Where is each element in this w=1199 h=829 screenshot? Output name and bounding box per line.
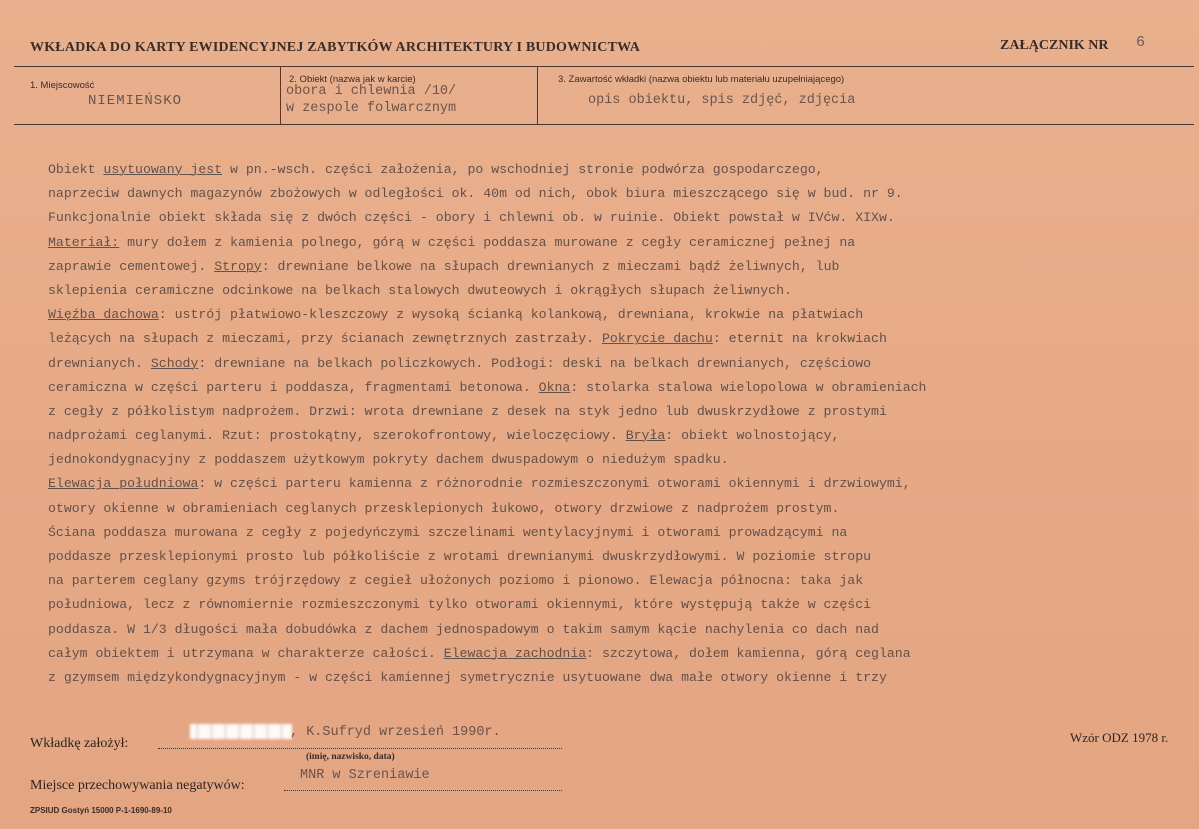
section-heading: Więźba dachowa (48, 307, 159, 323)
section-heading: Bryła (625, 428, 666, 444)
header-divider-1 (280, 66, 281, 124)
body-line (48, 158, 1188, 182)
section-heading: Elewacja zachodnia (443, 645, 587, 661)
body-text-segment: drewnianych. (48, 355, 151, 371)
body-text-segment: leżących na słupach z mieczami, przy ścianach zewnętrznych zastrzały. (48, 331, 602, 347)
author-hint: (imię, nazwisko, data) (306, 752, 395, 762)
header-divider-2 (537, 66, 538, 124)
body-text-segment: na parterem ceglany gzyms trójrzędowy z cegieł ułożonych poziomo i pionowo. Elewacja północna: taka jak (48, 573, 864, 589)
section-heading: Pokrycie dachu (601, 331, 713, 347)
body-text-segment: nadprożami ceglanymi. Rzut: prostokątny, szerokofrontowy, wieloczęciowy. (48, 428, 626, 444)
body-text-segment: : drewniane na belkach policzkowych. Podłogi: deski na belkach drewnianych, częściowo (198, 355, 872, 371)
body-text-segment: : eternit na krokwiach (712, 331, 887, 347)
body-text-segment: : ustrój płatwiowo-kleszczowy z wysoką ścianką kolankową, drewniana, krokwie na płatwiach (158, 307, 864, 323)
body-line (48, 545, 1188, 569)
body-text-segment: zaprawie cementowej. (48, 258, 215, 274)
body-line (48, 472, 1188, 496)
body-text-segment: sklepienia ceramiczne odcinkowe na belkach stalowych dwuteowych i okrągłych słupach żeliwnych. (48, 282, 792, 298)
object-label: 2. Obiekt (nazwa jak w karcie) (289, 74, 416, 85)
attachment-label: ZAŁĄCZNIK NR (1000, 38, 1109, 53)
body-line (48, 352, 1188, 376)
negatives-dotted-line (284, 790, 562, 791)
body-line (48, 666, 1188, 690)
body-line (48, 279, 1188, 303)
header-top-rule (14, 66, 1194, 67)
body-line (48, 400, 1188, 424)
body-text-segment: z cegły z półkolistym nadprożem. Drzwi: wrota drewniane z desek na styk jedno lub dwuskrzydłowe z prostymi (48, 403, 887, 419)
body-text-segment: z gzymsem międzykondygnacyjnym - w części kamiennej symetrycznie usytuowane dwa małe otwory okienne i trzy (48, 669, 887, 685)
form-title: WKŁADKA DO KARTY EWIDENCYJNEJ ZABYTKÓW ARCHITEKTURY I BUDOWNICTWA (30, 40, 641, 55)
body-line (48, 642, 1188, 666)
body-line (48, 521, 1188, 545)
object-value-line-1: obora i chlewnia /10/ (286, 84, 457, 99)
body-text-segment: Ściana poddasza murowana z cegły z pojedyńczymi szczelinami wentylacyjnymi i otworami prowadzącymi na (48, 524, 848, 540)
body-text-segment: Obiekt (48, 162, 104, 177)
body-text-segment: naprzeciw dawnych magazynów zbożowych w odległości ok. 40m od nich, obok biura mieszczącego się w bud. nr 9. (48, 186, 903, 202)
section-heading: usytuowany jest (103, 162, 223, 177)
author-label: Wkładkę założył: (30, 736, 129, 751)
attachment-number: 6 (1136, 34, 1146, 51)
body-text-segment: : drewniane belkowe na słupach drewnianych z mieczami bądź żeliwnych, lub (261, 258, 840, 274)
object-value-line-2: w zespole folwarcznym (286, 101, 457, 116)
locality-label: 1. Miejscowość (30, 80, 95, 91)
body-line (48, 327, 1188, 351)
redacted-name (190, 724, 292, 739)
body-text-segment: ceramiczna w części parteru i poddasza, fragmentami betonowa. (48, 379, 539, 395)
header-bottom-rule (14, 124, 1194, 125)
body-text-segment: południowa, lecz z równomiernie rozmieszczonymi tylko otworami okiennymi, które występują także w części (48, 597, 872, 613)
body-text-segment: Funkcjonalnie obiekt składa się z dwóch części - obory i chlewni ob. w ruinie. Obiekt powstał w IVćw. XIXw. (48, 210, 895, 226)
body-line (48, 182, 1188, 206)
section-heading: Stropy (214, 258, 262, 274)
negatives-label: Miejsce przechowywania negatywów: (30, 778, 245, 793)
section-heading: Okna (538, 379, 571, 395)
content-value: opis obiektu, spis zdjęć, zdjęcia (588, 93, 856, 108)
author-dotted-line (158, 748, 562, 749)
body-text-segment: całym obiektem i utrzymana w charakterze całości. (48, 645, 444, 661)
body-text-segment: poddasze przesklepionymi prosto lub półkoliście z wrotami drewnianymi dwuskrzydłowymi. W poziomie stropu (48, 549, 872, 564)
body-line (48, 497, 1188, 521)
template-label: Wzór ODZ 1978 r. (1070, 730, 1169, 745)
section-heading: Materiał: (48, 234, 120, 250)
object-description (48, 158, 1188, 690)
body-text-segment: otwory okienne w obramieniach ceglanych przesklepionych łukowo, otwory drzwiowe z nadprożem prostym. (48, 500, 840, 516)
section-heading: Schody (150, 355, 199, 371)
body-text-segment: : stolarka stalowa wielopolowa w obramieniach (570, 379, 927, 395)
body-text-segment: : w części parteru kamienna z różnorodnie rozmieszczonymi otworami okiennymi i drzwiowymi, (198, 476, 911, 492)
negatives-value: MNR w Szreniawie (300, 768, 430, 783)
body-text-segment: : szczytowa, dołem kamienna, górą ceglana (586, 645, 911, 661)
body-text-segment: jednokondygnacyjny z poddaszem użytkowym pokryty dachem dwuspadowym o niedużym spadku. (48, 452, 729, 468)
body-line (48, 231, 1188, 255)
body-line (48, 424, 1188, 448)
author-value: , K.Sufryd wrzesień 1990r. (290, 725, 501, 740)
body-line (48, 206, 1188, 230)
body-text-segment: poddasza. W 1/3 długości mała dobudówka z dachem jednospadowym o takim samym kącie nachylenia co dach nad (48, 621, 879, 637)
section-heading: Elewacja południowa (48, 476, 199, 492)
body-line (48, 618, 1188, 642)
printer-note: ZPSIUD Gostyń 15000 P-1-1690-89-10 (30, 806, 172, 815)
body-text-segment: mury dołem z kamienia polnego, górą w części poddasza murowane z cegły ceramicznej pełnej na (119, 234, 856, 250)
locality-value: NIEMIEŃSKO (88, 93, 183, 109)
body-line (48, 376, 1188, 400)
body-text-segment: w pn.-wsch. części założenia, po wschodniej stronie podwórza gospodarczego, (222, 162, 824, 177)
body-line (48, 303, 1188, 327)
body-text-segment: : obiekt wolnostojący, (665, 428, 840, 444)
body-line (48, 569, 1188, 593)
body-line (48, 255, 1188, 279)
body-line (48, 593, 1188, 617)
content-label: 3. Zawartość wkładki (nazwa obiektu lub materiału uzupełniającego) (558, 74, 845, 85)
body-line (48, 448, 1188, 472)
